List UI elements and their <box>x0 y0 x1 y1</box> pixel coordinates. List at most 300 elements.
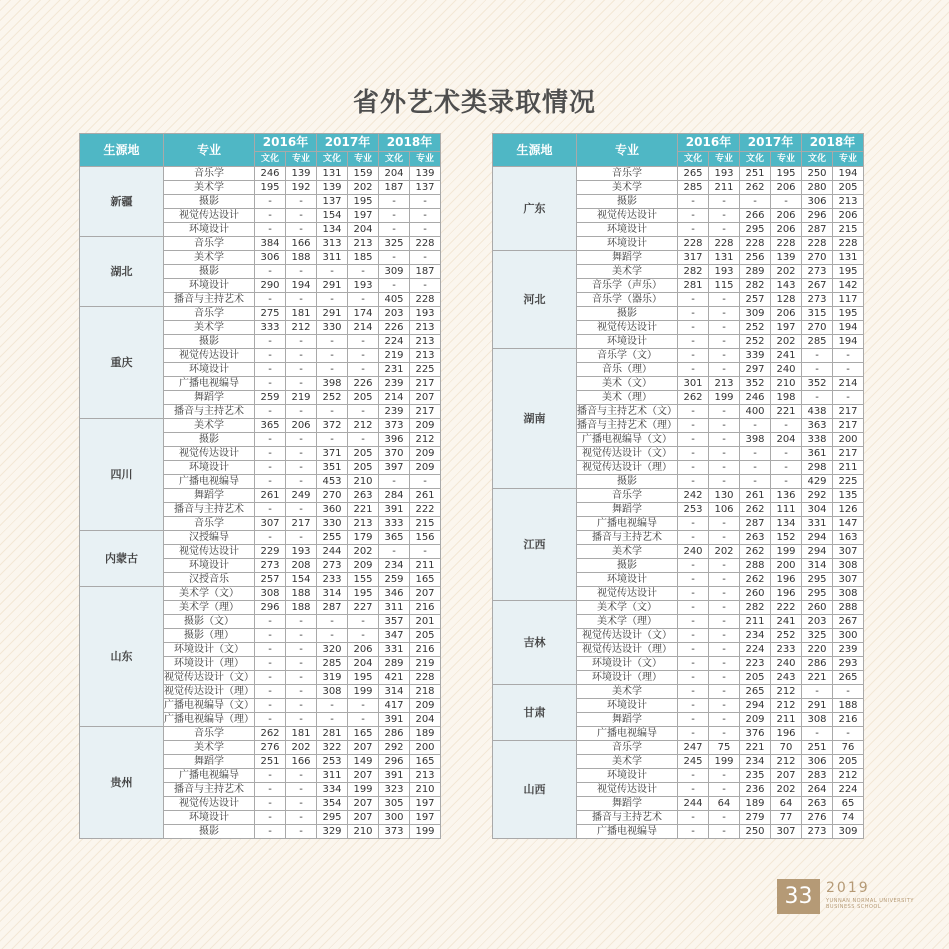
major-cell: 广播电视编导（理） <box>164 714 254 725</box>
score-cell: - <box>709 671 740 685</box>
score-cell: 313 <box>317 237 348 251</box>
score-cell: 417 <box>379 699 410 713</box>
score-cell: 311 <box>317 251 348 265</box>
score-cell: - <box>678 223 709 237</box>
score-cell: - <box>286 713 317 727</box>
score-cell: - <box>709 321 740 335</box>
score-cell: 289 <box>379 657 410 671</box>
score-cell: - <box>255 349 286 363</box>
score-cell: 217 <box>833 419 864 433</box>
score-cell: - <box>286 643 317 657</box>
score-cell: 308 <box>833 587 864 601</box>
score-cell: 281 <box>678 279 709 293</box>
score-cell: - <box>678 293 709 307</box>
score-cell: 352 <box>740 377 771 391</box>
score-cell: 246 <box>255 167 286 181</box>
score-cell: - <box>709 461 740 475</box>
major-cell: 视觉传达设计 <box>577 783 678 797</box>
score-cell: 205 <box>833 181 864 195</box>
score-cell: 273 <box>255 559 286 573</box>
province-cell: 广东 <box>493 167 577 251</box>
score-cell: 135 <box>833 489 864 503</box>
score-cell: 276 <box>802 811 833 825</box>
score-cell: 202 <box>286 741 317 755</box>
score-cell: 287 <box>317 601 348 615</box>
score-cell: - <box>410 209 441 223</box>
score-cell: 221 <box>771 405 802 419</box>
major-cell: 播音与主持艺术 <box>164 503 255 517</box>
score-cell: - <box>802 685 833 699</box>
score-cell: - <box>348 433 379 447</box>
score-cell: 211 <box>771 713 802 727</box>
score-cell: 308 <box>833 559 864 573</box>
score-cell: 131 <box>833 251 864 265</box>
header-sub-major: 专业 <box>771 152 802 167</box>
major-cell: 视觉传达设计 <box>577 321 678 335</box>
score-cell: 294 <box>740 699 771 713</box>
major-cell: 美术学（文） <box>164 587 255 601</box>
score-cell: 195 <box>348 195 379 209</box>
score-cell: 197 <box>410 797 441 811</box>
score-cell: - <box>678 699 709 713</box>
score-cell: - <box>255 223 286 237</box>
major-cell: 广播电视编导 <box>577 727 678 741</box>
score-cell: - <box>255 293 286 307</box>
score-cell: 290 <box>255 279 286 293</box>
score-cell: - <box>833 727 864 741</box>
province-cell: 山西 <box>493 741 577 839</box>
score-cell: - <box>678 657 709 671</box>
score-cell: 308 <box>255 587 286 601</box>
score-cell: 194 <box>833 167 864 181</box>
score-cell: - <box>771 419 802 433</box>
score-cell: 154 <box>317 209 348 223</box>
score-cell: 211 <box>709 181 740 195</box>
score-cell: 265 <box>740 685 771 699</box>
major-cell: 播音与主持艺术（理） <box>577 420 677 431</box>
header-region: 生源地 <box>493 134 577 167</box>
score-cell: 226 <box>379 321 410 335</box>
header-year-2017: 2017年 <box>317 134 379 152</box>
score-cell: 131 <box>317 167 348 181</box>
score-cell: - <box>678 405 709 419</box>
score-cell: 309 <box>740 307 771 321</box>
score-cell: 195 <box>833 265 864 279</box>
score-cell: 300 <box>833 629 864 643</box>
score-cell: - <box>286 671 317 685</box>
score-cell: 205 <box>348 391 379 405</box>
score-cell: 273 <box>802 825 833 839</box>
score-cell: 211 <box>833 461 864 475</box>
major-cell: 舞蹈学 <box>164 755 255 769</box>
score-cell: - <box>255 503 286 517</box>
score-cell: 225 <box>410 363 441 377</box>
score-cell: 228 <box>709 237 740 251</box>
score-cell: 438 <box>802 405 833 419</box>
score-cell: 262 <box>740 181 771 195</box>
major-cell: 摄影（文） <box>164 615 255 629</box>
score-cell: - <box>348 363 379 377</box>
score-cell: - <box>678 335 709 349</box>
score-cell: 314 <box>802 559 833 573</box>
score-cell: 213 <box>410 321 441 335</box>
score-cell: 137 <box>317 195 348 209</box>
score-cell: 261 <box>410 489 441 503</box>
score-cell: - <box>678 629 709 643</box>
score-cell: 142 <box>833 279 864 293</box>
score-cell: 373 <box>379 825 410 839</box>
header-sub-major: 专业 <box>833 152 864 167</box>
score-cell: 365 <box>379 531 410 545</box>
score-cell: 193 <box>709 167 740 181</box>
header-sub-major: 专业 <box>348 152 379 167</box>
score-cell: 286 <box>802 657 833 671</box>
score-cell: 391 <box>379 713 410 727</box>
score-cell: 210 <box>410 783 441 797</box>
score-cell: 239 <box>379 377 410 391</box>
major-cell: 美术学（理） <box>164 601 255 615</box>
score-cell: 213 <box>709 377 740 391</box>
score-cell: 111 <box>771 503 802 517</box>
score-cell: 205 <box>348 447 379 461</box>
score-cell: 224 <box>379 335 410 349</box>
score-cell: 216 <box>833 713 864 727</box>
score-cell: 205 <box>410 629 441 643</box>
table-row <box>80 307 441 321</box>
major-cell: 视觉传达设计 <box>164 349 255 363</box>
score-cell: 188 <box>286 587 317 601</box>
score-cell: 76 <box>833 741 864 755</box>
major-cell: 音乐学 <box>164 727 255 741</box>
header-major: 专业 <box>577 134 678 167</box>
score-cell: 247 <box>678 741 709 755</box>
score-cell: 210 <box>348 475 379 489</box>
score-cell: 282 <box>740 601 771 615</box>
score-cell: 295 <box>802 573 833 587</box>
major-cell: 广播电视编导 <box>577 517 678 531</box>
score-cell: - <box>317 615 348 629</box>
score-cell: 212 <box>348 419 379 433</box>
score-cell: - <box>286 811 317 825</box>
score-cell: 264 <box>802 783 833 797</box>
score-cell: 249 <box>286 489 317 503</box>
score-cell: 283 <box>802 769 833 783</box>
score-cell: 205 <box>740 671 771 685</box>
score-cell: - <box>286 461 317 475</box>
score-cell: 331 <box>802 517 833 531</box>
score-cell: 241 <box>771 615 802 629</box>
score-cell: 398 <box>740 433 771 447</box>
score-cell: 296 <box>255 601 286 615</box>
score-cell: 201 <box>410 615 441 629</box>
header-sub-major: 专业 <box>709 152 740 167</box>
score-cell: - <box>709 601 740 615</box>
score-cell: - <box>678 433 709 447</box>
score-cell: - <box>286 363 317 377</box>
score-cell: 363 <box>802 419 833 433</box>
score-cell: 228 <box>410 293 441 307</box>
score-cell: 240 <box>678 545 709 559</box>
score-cell: - <box>286 377 317 391</box>
score-cell: - <box>317 293 348 307</box>
score-cell: - <box>255 531 286 545</box>
footer-school-line2: BUSINESS SCHOOL <box>826 904 882 910</box>
score-cell: 276 <box>255 741 286 755</box>
page-title: 省外艺术类录取情况 <box>352 88 596 118</box>
score-cell: 260 <box>740 587 771 601</box>
major-cell: 广播电视编导 <box>164 377 255 391</box>
score-cell: - <box>410 251 441 265</box>
score-cell: 213 <box>348 517 379 531</box>
major-cell: 环境设计 <box>577 237 678 251</box>
major-cell: 舞蹈学 <box>164 489 255 503</box>
score-cell: - <box>678 727 709 741</box>
score-cell: 365 <box>255 419 286 433</box>
score-cell: - <box>410 475 441 489</box>
score-cell: - <box>709 349 740 363</box>
score-cell: 210 <box>771 377 802 391</box>
score-cell: - <box>255 699 286 713</box>
score-cell: 217 <box>833 447 864 461</box>
score-cell: 429 <box>802 475 833 489</box>
major-cell: 环境设计 <box>577 769 678 783</box>
score-cell: - <box>740 461 771 475</box>
score-cell: 193 <box>410 307 441 321</box>
score-cell: - <box>255 797 286 811</box>
score-cell: - <box>678 811 709 825</box>
score-cell: 197 <box>410 811 441 825</box>
score-cell: - <box>678 531 709 545</box>
score-cell: - <box>410 279 441 293</box>
major-cell: 舞蹈学 <box>164 391 255 405</box>
score-cell: - <box>709 335 740 349</box>
major-cell: 环境设计 <box>164 279 255 293</box>
score-cell: 126 <box>833 503 864 517</box>
major-cell: 美术学 <box>164 741 255 755</box>
major-cell: 汉授编导 <box>164 531 255 545</box>
score-cell: - <box>740 419 771 433</box>
score-cell: - <box>709 517 740 531</box>
major-cell: 环境设计 <box>577 573 678 587</box>
score-cell: 285 <box>678 181 709 195</box>
score-cell: 131 <box>709 251 740 265</box>
score-cell: - <box>709 573 740 587</box>
score-cell: 217 <box>410 405 441 419</box>
score-cell: 217 <box>286 517 317 531</box>
score-cell: 139 <box>317 181 348 195</box>
score-cell: - <box>286 657 317 671</box>
score-cell: 207 <box>410 391 441 405</box>
score-cell: 203 <box>379 307 410 321</box>
score-cell: 163 <box>833 531 864 545</box>
score-cell: 149 <box>348 755 379 769</box>
score-cell: 292 <box>802 489 833 503</box>
score-cell: 197 <box>348 209 379 223</box>
score-cell: 209 <box>410 447 441 461</box>
score-cell: 360 <box>317 503 348 517</box>
score-cell: - <box>678 475 709 489</box>
score-cell: - <box>286 769 317 783</box>
score-cell: 130 <box>709 489 740 503</box>
header-sub-culture: 文化 <box>678 152 709 167</box>
score-cell: 206 <box>286 419 317 433</box>
major-cell: 摄影 <box>577 559 678 573</box>
table-row <box>493 685 864 699</box>
score-cell: 296 <box>379 755 410 769</box>
major-cell: 摄影 <box>164 825 255 839</box>
score-cell: - <box>348 293 379 307</box>
score-cell: - <box>317 713 348 727</box>
score-cell: 405 <box>379 293 410 307</box>
score-cell: 301 <box>678 377 709 391</box>
table-row <box>80 531 441 545</box>
score-cell: - <box>678 615 709 629</box>
score-cell: 187 <box>379 181 410 195</box>
major-cell: 视觉传达设计 <box>164 447 255 461</box>
major-cell: 环境设计 <box>164 363 255 377</box>
score-cell: - <box>255 209 286 223</box>
score-cell: 240 <box>771 657 802 671</box>
score-cell: 239 <box>833 643 864 657</box>
score-cell: 134 <box>317 223 348 237</box>
score-cell: - <box>709 727 740 741</box>
province-cell: 内蒙古 <box>80 531 164 587</box>
province-cell: 甘肃 <box>493 685 577 741</box>
score-cell: - <box>709 293 740 307</box>
table-row <box>493 489 864 503</box>
score-cell: - <box>709 195 740 209</box>
province-cell: 湖北 <box>80 237 164 307</box>
score-cell: - <box>255 265 286 279</box>
score-cell: 314 <box>379 685 410 699</box>
score-cell: 323 <box>379 783 410 797</box>
score-cell: 207 <box>348 797 379 811</box>
score-cell: - <box>286 699 317 713</box>
score-cell: 196 <box>771 573 802 587</box>
score-cell: - <box>678 601 709 615</box>
score-cell: 117 <box>833 293 864 307</box>
score-cell: 221 <box>802 671 833 685</box>
major-cell: 摄影 <box>164 195 255 209</box>
score-cell: 309 <box>379 265 410 279</box>
table-row <box>493 251 864 265</box>
major-cell: 视觉传达设计 <box>164 545 255 559</box>
score-cell: 361 <box>802 447 833 461</box>
score-cell: - <box>379 223 410 237</box>
province-cell: 江西 <box>493 489 577 601</box>
score-cell: 213 <box>410 769 441 783</box>
score-cell: 221 <box>348 503 379 517</box>
score-cell: - <box>255 461 286 475</box>
province-cell: 河北 <box>493 251 577 349</box>
score-cell: 307 <box>771 825 802 839</box>
score-cell: - <box>771 475 802 489</box>
score-cell: 195 <box>771 167 802 181</box>
score-cell: 347 <box>379 629 410 643</box>
score-cell: 357 <box>379 615 410 629</box>
score-cell: - <box>709 405 740 419</box>
major-cell: 美术学 <box>577 265 678 279</box>
score-cell: 306 <box>802 195 833 209</box>
score-cell: 235 <box>740 769 771 783</box>
major-cell: 舞蹈学 <box>577 503 678 517</box>
score-cell: 295 <box>317 811 348 825</box>
score-cell: 199 <box>348 685 379 699</box>
score-cell: 207 <box>771 769 802 783</box>
score-cell: 287 <box>802 223 833 237</box>
score-cell: 224 <box>740 643 771 657</box>
score-cell: 334 <box>317 783 348 797</box>
admission-table-left <box>79 133 441 839</box>
score-cell: - <box>286 629 317 643</box>
score-cell: 294 <box>802 531 833 545</box>
header-sub-major: 专业 <box>286 152 317 167</box>
score-cell: 259 <box>379 573 410 587</box>
score-cell: - <box>709 629 740 643</box>
score-cell: 397 <box>379 461 410 475</box>
score-cell: 260 <box>802 601 833 615</box>
score-cell: 339 <box>740 349 771 363</box>
score-cell: - <box>709 587 740 601</box>
score-cell: 166 <box>286 237 317 251</box>
major-cell: 视觉传达设计 <box>164 797 255 811</box>
score-cell: - <box>255 825 286 839</box>
province-cell: 吉林 <box>493 601 577 685</box>
major-cell: 广播电视编导 <box>164 475 255 489</box>
score-cell: 306 <box>802 755 833 769</box>
major-cell: 美术学 <box>577 545 678 559</box>
score-cell: - <box>678 587 709 601</box>
score-cell: 338 <box>802 433 833 447</box>
score-cell: - <box>410 223 441 237</box>
score-cell: 296 <box>802 209 833 223</box>
score-cell: 240 <box>771 363 802 377</box>
major-cell: 视觉传达设计 <box>577 209 678 223</box>
score-cell: 251 <box>740 167 771 181</box>
score-cell: 391 <box>379 503 410 517</box>
header-major: 专业 <box>164 134 255 167</box>
score-cell: - <box>678 209 709 223</box>
score-cell: 134 <box>771 517 802 531</box>
score-cell: 205 <box>833 755 864 769</box>
score-cell: - <box>286 405 317 419</box>
score-cell: 200 <box>833 433 864 447</box>
score-cell: 204 <box>379 167 410 181</box>
table-row <box>80 587 441 601</box>
major-cell: 广播电视编导 <box>164 769 255 783</box>
score-cell: - <box>348 615 379 629</box>
province-cell: 重庆 <box>80 307 164 419</box>
score-cell: 204 <box>348 657 379 671</box>
score-cell: - <box>255 685 286 699</box>
score-cell: 244 <box>317 545 348 559</box>
major-cell: 美术学 <box>577 685 678 699</box>
score-cell: 199 <box>709 391 740 405</box>
score-cell: 282 <box>678 265 709 279</box>
score-cell: 273 <box>317 559 348 573</box>
score-cell: - <box>286 475 317 489</box>
score-cell: - <box>255 783 286 797</box>
score-cell: 305 <box>379 797 410 811</box>
score-cell: 188 <box>286 601 317 615</box>
table-row <box>493 167 864 181</box>
score-cell: 228 <box>740 237 771 251</box>
score-cell: 256 <box>740 251 771 265</box>
score-cell: 139 <box>286 167 317 181</box>
score-cell: 266 <box>740 209 771 223</box>
score-cell: 311 <box>379 601 410 615</box>
score-cell: - <box>255 643 286 657</box>
